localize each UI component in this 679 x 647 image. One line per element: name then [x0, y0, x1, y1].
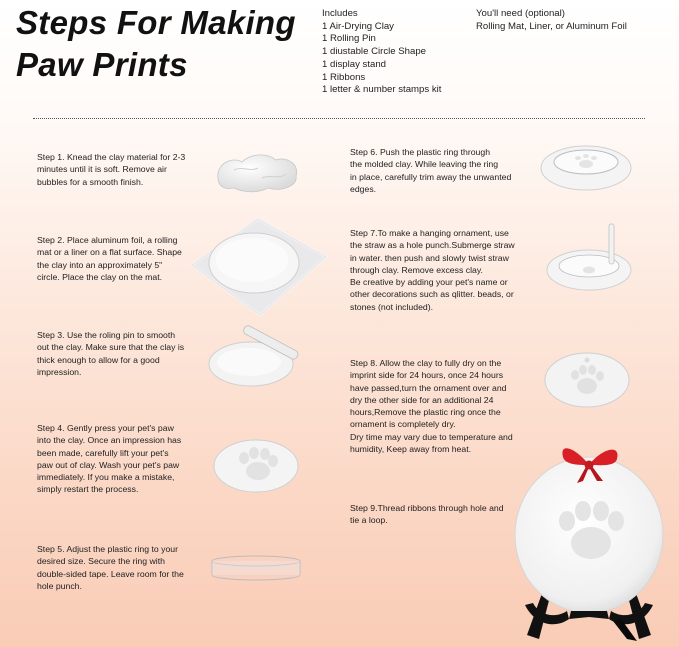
title-line-2: Paw Prints	[16, 46, 188, 83]
list-item: 1 diustable Circle Shape	[322, 46, 426, 58]
straw-punch-image	[545, 222, 635, 294]
rolling-pin-image	[205, 328, 300, 390]
step-3-text: Step 3. Use the roling pin to smooth out the clay. Make sure that the clay is thick enough to allow for a good impression.	[37, 330, 185, 377]
dried-ornament-image	[543, 350, 631, 410]
step-6-text: Step 6. Push the plastic ring through the molded clay. While leaving the ring in place, carefully trim away the unwanted edges.	[350, 147, 512, 194]
step-5-text: Step 5. Adjust the plastic ring to your desired size. Secure the ring with double-sided tape. Leave room for the hole punch.	[37, 544, 184, 591]
step-1-text: Step 1. Knead the clay material for 2-3 minutes until it is soft. Remove air bubbles for a smooth finish.	[37, 152, 186, 187]
includes-list	[322, 8, 441, 97]
includes-heading: Includes	[322, 8, 358, 19]
paw-imprint-image	[210, 436, 302, 494]
finished-ornament-image	[505, 435, 673, 645]
optional-list	[476, 8, 627, 33]
step-4-text: Step 4. Gently press your pet's paw into the clay. Once an impression has been made, carefully lift your pet's paw out of clay. Wash your pet's paw immediately. If you make a mistake, simply restart the process.	[37, 423, 182, 495]
title-line-1: Steps For Making	[16, 4, 296, 41]
list-item: Rolling Mat, Liner, or Aluminum Foil	[476, 20, 627, 32]
step-2-text: Step 2. Place aluminum foil, a rolling mat or a liner on a flat surface. Shape the clay into an approximately 5" circle. Place the clay on the mat.	[37, 235, 182, 282]
list-item: 1 Ribbons	[322, 71, 366, 83]
step-8-text: Step 8. Allow the clay to fully dry on the imprint side for 24 hours, once 24 hours have passed,turn the ornament over and dry the other side for an additional 24 hours,Remove the plastic ring once the ornament is completely dry. Dry time may vary due to temperature and humidity, Keep away from heat.	[350, 358, 513, 455]
ring-in-clay-image	[538, 138, 634, 194]
step-9-text: Step 9.Thread ribbons through hole and tie a loop.	[350, 503, 504, 526]
list-item: 1 display stand	[322, 58, 386, 70]
foil-clay-image	[180, 215, 330, 320]
optional-heading: You'll need (optional)	[476, 8, 565, 19]
list-item: 1 letter & number stamps kit	[322, 84, 442, 96]
dotted-divider	[33, 118, 645, 119]
list-item: 1 Air-Drying Clay	[322, 20, 394, 32]
plastic-ring-image	[208, 553, 304, 583]
clay-lump-image	[212, 150, 302, 195]
list-item: 1 Rolling Pin	[322, 33, 376, 45]
page-title	[16, 2, 316, 86]
step-7-text: Step 7.To make a hanging ornament, use the straw as a hole punch.Submerge straw in water. then push and slowly twist straw through clay. Remove excess clay. Be creative by adding your pet's name or other decorations such as qlitter. beads, or stones (not included).	[350, 228, 515, 312]
